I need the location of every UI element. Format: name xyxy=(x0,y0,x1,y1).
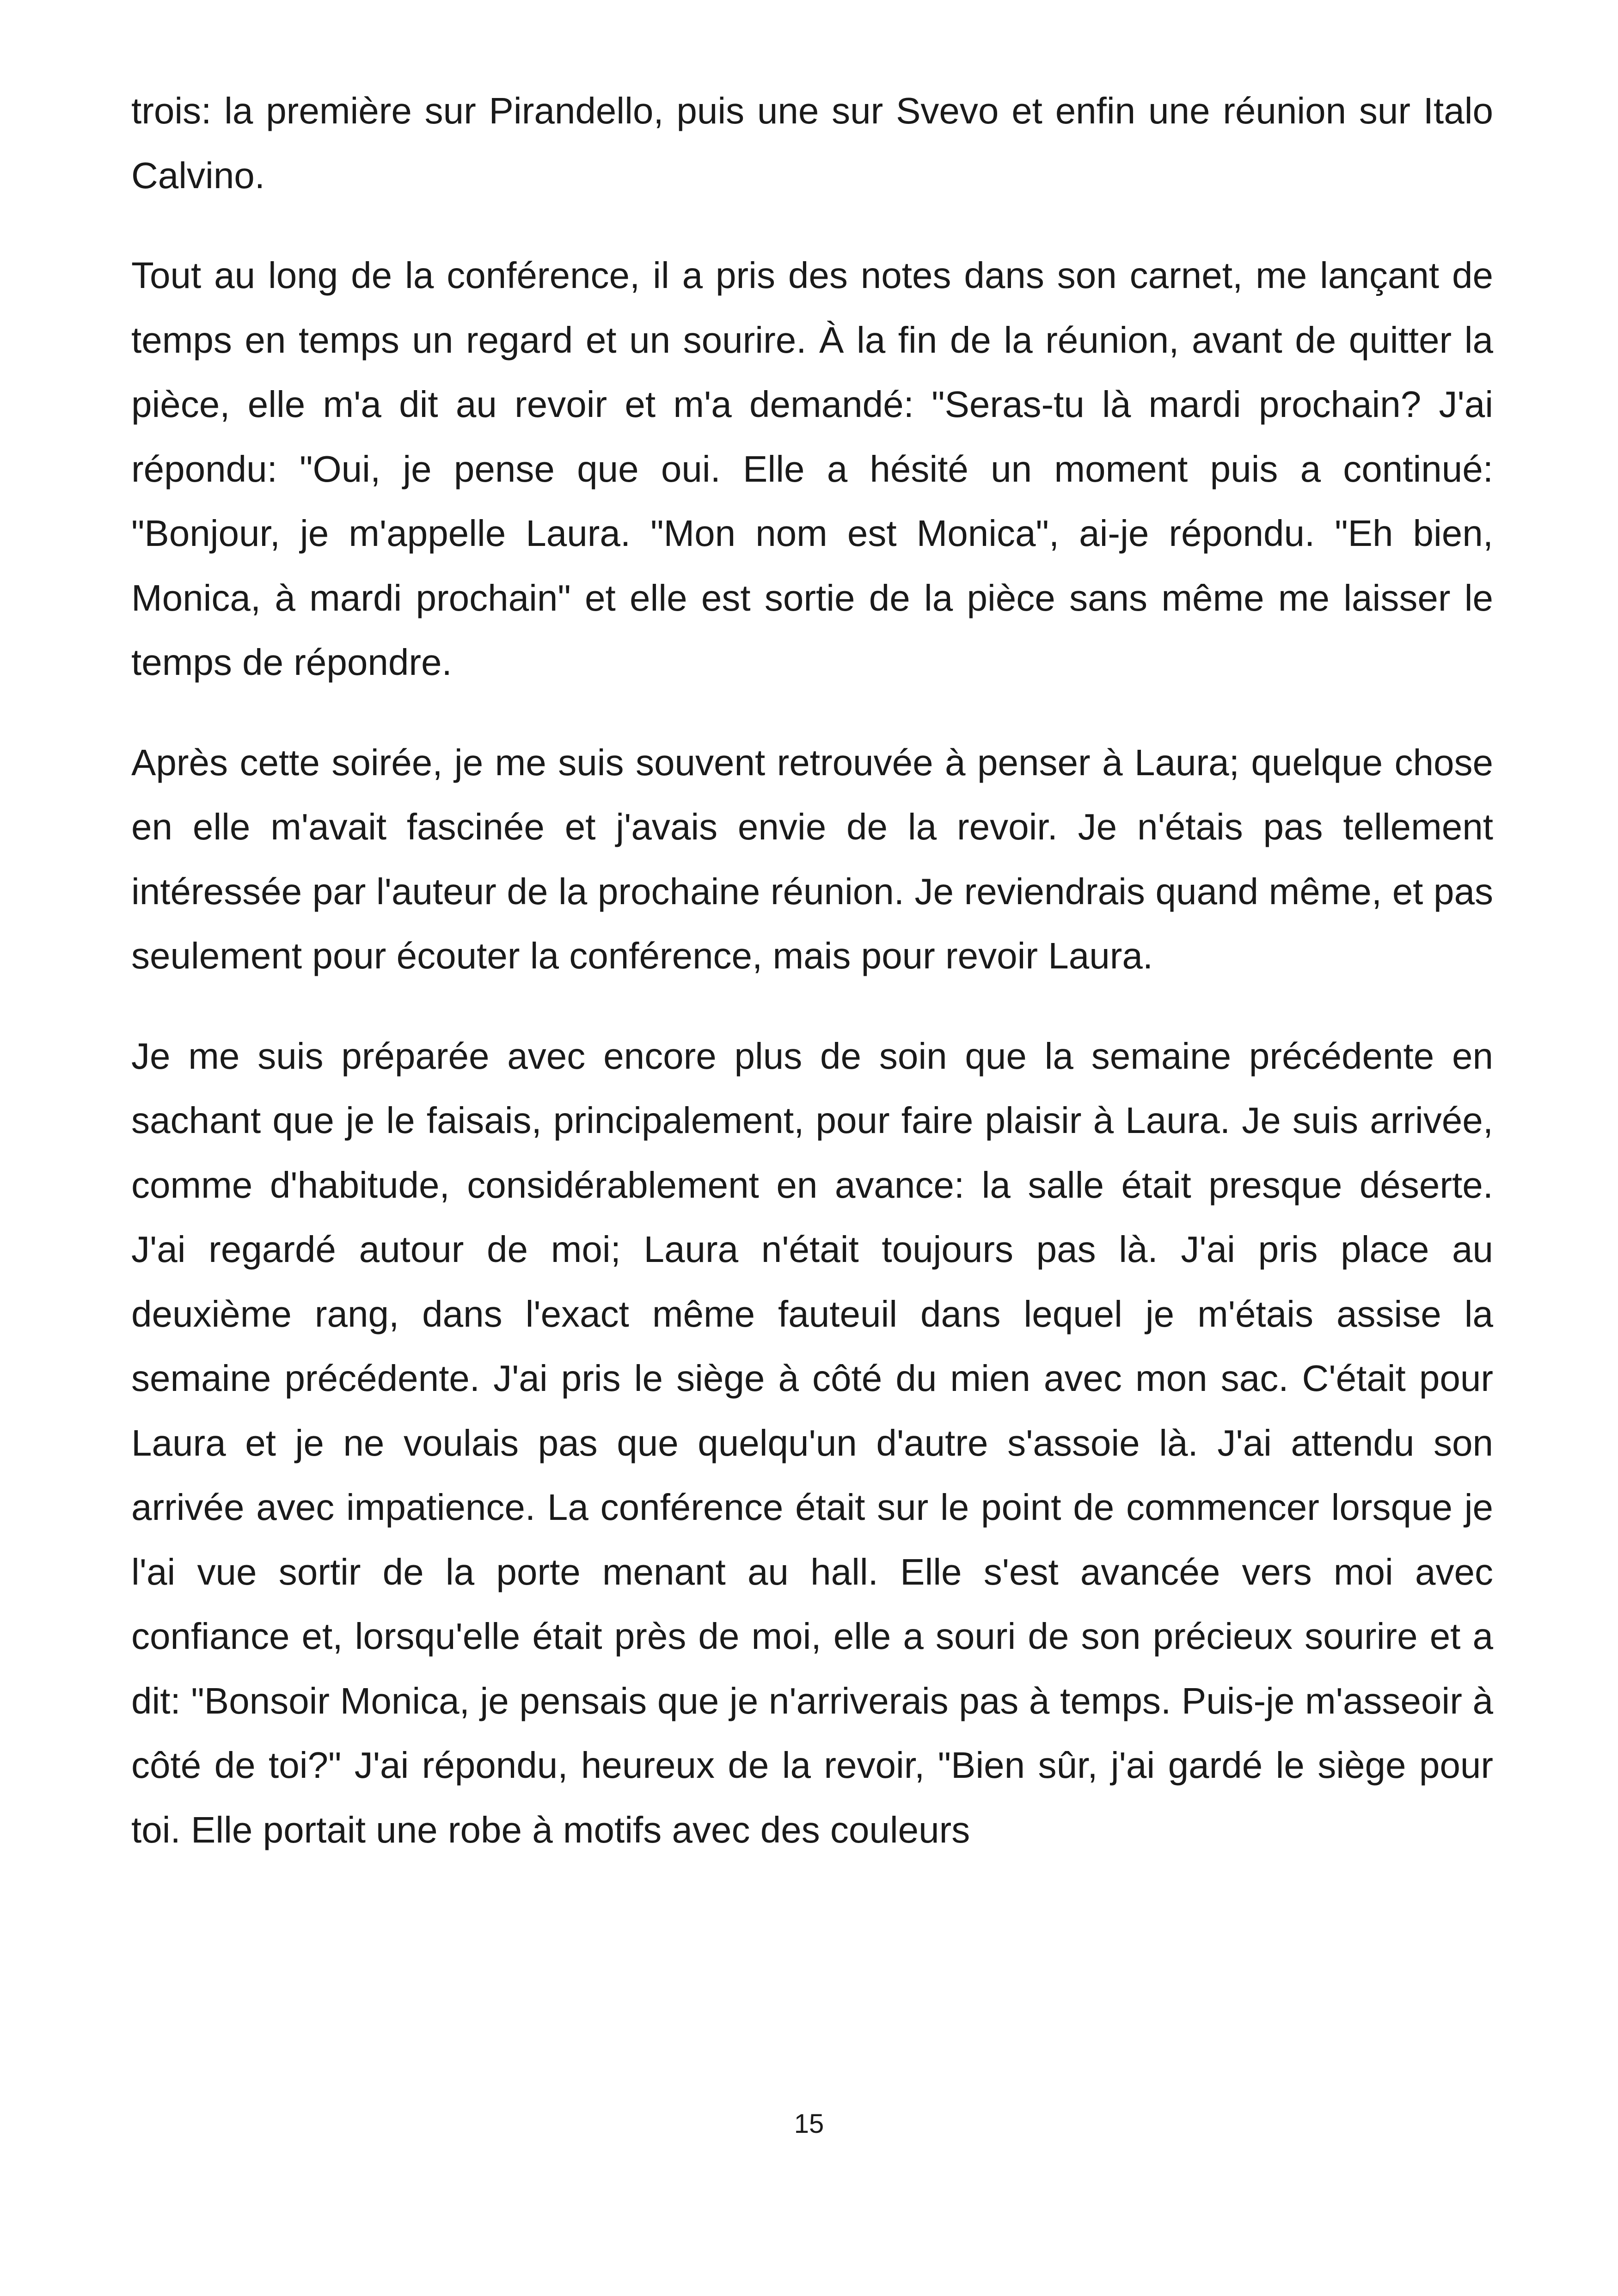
paragraph-1: trois: la première sur Pirandello, puis une sur Svevo et enfin une réunion sur Italo Calvino. xyxy=(131,90,1493,196)
paragraph-3: Après cette soirée, je me suis souvent retrouvée à penser à Laura; quelque chose en elle m'avait fascinée et j'avais envie de la revoir. Je n'étais pas tellement intéressée par l'auteur de la prochaine réunion. Je reviendrais quand même, et pas seulement pour écouter la conférence, mais pour revoir Laura. xyxy=(131,741,1493,976)
paragraph-2: Tout au long de la conférence, il a pris des notes dans son carnet, me lançant de temps en temps un regard et un sourire. À la fin de la réunion, avant de quitter la pièce, elle m'a dit au revoir et m'a demandé: "Seras-tu là mardi prochain? J'ai répondu: "Oui, je pense que oui. Elle a hésité un moment puis a continué: "Bonjour, je m'appelle Laura. "Mon nom est Monica", ai-je répondu. "Eh bien, Monica, à mardi prochain" et elle est sortie de la pièce sans même me laisser le temps de répondre. xyxy=(131,255,1493,683)
page-number: 15 xyxy=(794,2109,824,2139)
paragraph-4: Je me suis préparée avec encore plus de soin que la semaine précédente en sachant que je le faisais, principalement, pour faire plaisir à Laura. Je suis arrivée, comme d'habitude, considérablement en avance: la salle était presque déserte. J'ai regardé autour de moi; Laura n'était toujours pas là. J'ai pris place au deuxième rang, dans l'exact même fauteuil dans lequel je m'étais assise la semaine précédente. J'ai pris le siège à côté du mien avec mon sac. C'était pour Laura et je ne voulais pas que quelqu'un d'autre s'assoie là. J'ai attendu son arrivée avec impatience. La conférence était sur le point de commencer lorsque je l'ai vue sortir de la porte menant au hall. Elle s'est avancée vers moi avec confiance et, lorsqu'elle était près de moi, elle a souri de son précieux sourire et a dit: "Bonsoir Monica, je pensais que je n'arriverais pas à temps. Puis-je m'asseoir à côté de toi?" J'ai répondu, heureux de la revoir, "Bien sûr, j'ai gardé le siège pour toi. Elle portait une robe à motifs avec des couleurs xyxy=(131,1035,1493,1850)
body-text xyxy=(131,79,1493,1862)
